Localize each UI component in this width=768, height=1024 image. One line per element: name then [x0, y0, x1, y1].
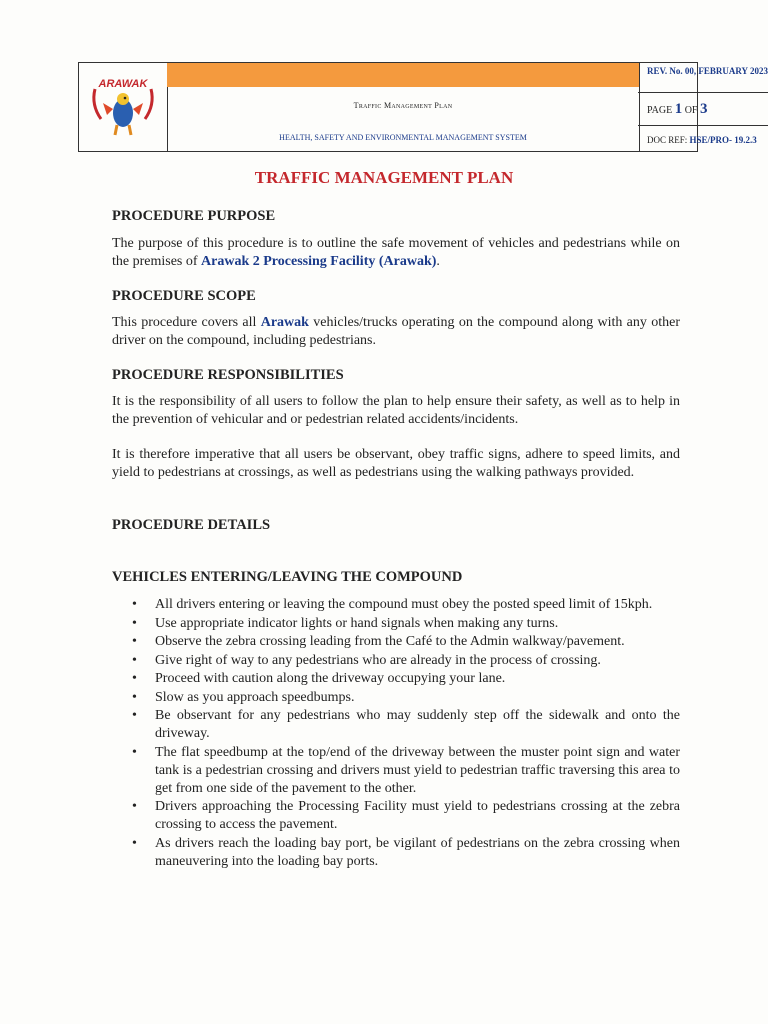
list-item: • All drivers entering or leaving the compound must obey the posted speed limit of 15kph.	[112, 596, 680, 614]
logo-cell	[79, 63, 168, 151]
list-item: • Observe the zebra crossing leading from the Café to the Admin walkway/pavement.	[112, 633, 680, 651]
list-item: • Be observant for any pedestrians who may suddenly step off the sidewalk and onto the driveway.	[112, 707, 680, 743]
vehicles-heading: VEHICLES ENTERING/LEAVING THE COMPOUND	[112, 569, 463, 585]
list-item: • Drivers approaching the Processing Facility must yield to pedestrians crossing at the zebra crossing to access the pavement.	[112, 798, 680, 834]
purpose-heading: PROCEDURE PURPOSE	[112, 208, 276, 224]
svg-text:ARAWAK: ARAWAK	[98, 78, 148, 90]
header-accent-band	[167, 63, 639, 87]
page-title: TRAFFIC MANAGEMENT PLAN	[254, 168, 514, 187]
responsibilities-paragraph-2: It is therefore imperative that all users be observant, obey traffic signs, adhere to speed limits, and yield to pedestrians at crossings, as well as pedestrians using the walking pathways provided.	[112, 447, 680, 480]
responsibilities-heading: PROCEDURE RESPONSIBILITIES	[112, 367, 344, 383]
list-item: • As drivers reach the loading bay port, be vigilant of pedestrians on the zebra crossing when maneuvering into the loading bay ports.	[112, 835, 680, 871]
page-indicator: PAGE 1 OF 3	[647, 101, 708, 117]
list-item: • Proceed with caution along the driveway occupying your lane.	[112, 670, 680, 688]
responsibilities-paragraph-1: It is the responsibility of all users to follow the plan to help ensure their safety, as well as to help in the prevention of vehicular and or pedestrian related accidents/incidents.	[112, 394, 680, 427]
list-item: • Give right of way to any pedestrians who are already in the process of crossing.	[112, 652, 680, 670]
scope-heading: PROCEDURE SCOPE	[112, 288, 256, 304]
list-item: • Slow as you approach speedbumps.	[112, 689, 680, 707]
list-item: • Use appropriate indicator lights or hand signals when making any turns.	[112, 615, 680, 633]
header-doc-title: Traffic Management Plan	[353, 101, 453, 110]
list-item: • The flat speedbump at the top/end of the driveway between the muster point sign and water tank is a pedestrian crossing and drivers must yield to pedestrian traffic traversing this area to get from one side of the pavement to the other.	[112, 744, 680, 798]
vehicle-rules-list	[112, 596, 680, 871]
arawak-logo-icon	[87, 75, 159, 139]
scope-paragraph: This procedure covers all Arawak vehicles/trucks operating on the compound along with any other driver on the compound, including pedestrians.	[112, 315, 680, 348]
doc-reference: DOC REF: HSE/PRO- 19.2.3	[647, 135, 757, 145]
header-system-title: HEALTH, SAFETY AND ENVIRONMENTAL MANAGEMENT SYSTEM	[279, 133, 527, 142]
revision-info: REV. No. 00, FEBRUARY 2023	[647, 66, 768, 76]
header-info-cell	[639, 63, 768, 151]
document-header	[78, 62, 768, 152]
header-title-cell	[167, 63, 640, 151]
details-heading: PROCEDURE DETAILS	[112, 517, 271, 533]
purpose-paragraph: The purpose of this procedure is to outline the safe movement of vehicles and pedestrians while on the premises of Arawak 2 Processing Facility (Arawak).	[112, 236, 680, 269]
